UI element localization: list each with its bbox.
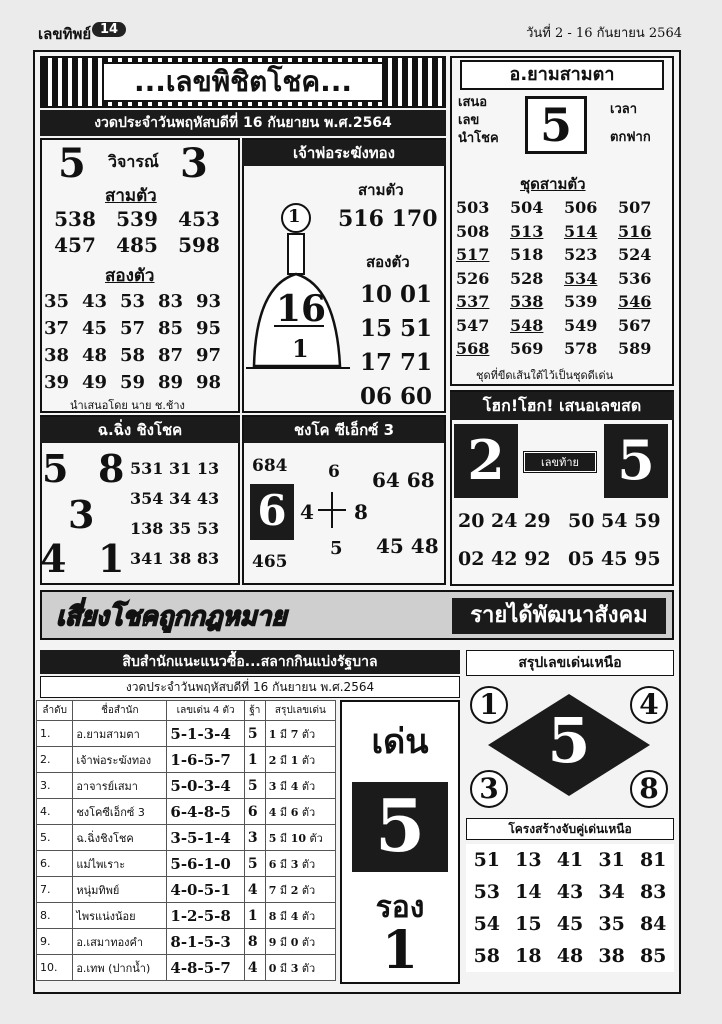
bell-two-label: สองตัว	[366, 253, 410, 271]
ching-num: 31	[168, 459, 192, 478]
cell-four: 5-1-3-4	[167, 721, 245, 747]
cell-count: 3	[290, 961, 299, 975]
three-num: 539	[116, 207, 158, 231]
summary-circle: 1	[470, 686, 508, 724]
yam-num: 503	[456, 198, 490, 217]
ching-num: 34	[168, 489, 192, 508]
two-num: 93	[196, 291, 222, 312]
bell-three-numbers: 516 170	[338, 206, 438, 232]
wijarn-left-digit: 5	[58, 140, 86, 187]
cell-rank: 6.	[37, 851, 73, 877]
pair-num: 41	[556, 849, 584, 871]
issue-date: วันที่ 2 - 16 กันยายน 2564	[526, 26, 682, 41]
wijarn-right-digit: 3	[180, 140, 208, 187]
cell-tua: ตัว	[301, 753, 316, 767]
banner-left-text: เสี่ยงโชคถูกกฎหมาย	[56, 602, 287, 632]
summary-circle: 4	[630, 686, 668, 724]
yam-right-line: ตกฟาก	[610, 130, 651, 145]
two-title: สองตัว	[105, 266, 155, 286]
cell-mi: มี	[279, 727, 288, 741]
yam-left-line: เสนอ	[458, 95, 488, 110]
main-title: ...เลขพิชิตโชค...	[102, 62, 384, 102]
yam-left-text	[458, 94, 499, 148]
cell-count: 3	[290, 857, 299, 871]
yam-num: 549	[564, 315, 598, 335]
yam-num: 507	[618, 198, 652, 217]
hot-row2-left: 02 42 92	[458, 548, 551, 570]
table-row	[37, 825, 336, 851]
yam-num-highlight: 534	[564, 268, 598, 288]
chong-cross-left: 4	[300, 500, 314, 524]
cell-lead: 1	[244, 747, 265, 773]
yam-left-line: นำโชค	[458, 131, 499, 146]
banner-right-text: รายได้พัฒนาสังคม	[452, 598, 666, 634]
hot-row1-left: 20 24 29	[458, 510, 551, 532]
yam-num-highlight: 516	[618, 221, 652, 241]
two-num: 57	[120, 318, 146, 339]
cell-rank: 10.	[37, 955, 73, 981]
pair-num: 85	[639, 945, 667, 967]
yam-num-highlight: 546	[618, 292, 652, 311]
cell-mi: มี	[279, 961, 288, 975]
cell-digit: 6	[268, 857, 277, 871]
yam-num: 526	[456, 268, 490, 288]
chong-bottom-mid: 5	[330, 538, 343, 559]
pair-num: 58	[473, 945, 501, 967]
cell-lead: 5	[244, 851, 265, 877]
two-num: 97	[196, 345, 222, 366]
two-num: 85	[158, 318, 184, 339]
cell-four: 6-4-8-5	[167, 799, 245, 825]
bell-two-row: 06 60	[360, 383, 433, 410]
cell-mi: มี	[279, 779, 288, 793]
table-title: สิบสำนักแนะแนวซื้อ...สลากกินแบ่งรัฐบาล	[40, 650, 460, 674]
three-num: 453	[178, 207, 220, 231]
yam-num: 589	[618, 339, 652, 358]
cell-name: ชงโคซีเอ็กซ์ 3	[73, 799, 167, 825]
cell-count: 4	[290, 909, 299, 923]
col-header: ฐ้า	[244, 701, 265, 721]
cell-four: 4-0-5-1	[167, 877, 245, 903]
cell-mi: มี	[279, 831, 288, 845]
ching-num: 13	[196, 459, 220, 478]
two-num: 45	[82, 318, 108, 339]
ching-digit: 3	[68, 492, 95, 537]
cell-name: หนุ่มทิพย์	[73, 877, 167, 903]
three-num: 485	[116, 233, 158, 257]
yam-set-grid	[456, 196, 672, 361]
ching-num: 531	[130, 459, 164, 478]
col-header: ลำดับ	[37, 701, 73, 721]
table-row	[37, 877, 336, 903]
two-num: 38	[44, 345, 70, 366]
bell-title: เจ้าพ่อระฆังทอง	[242, 140, 446, 166]
cell-mi: มี	[279, 805, 288, 819]
summary-circle: 8	[630, 770, 668, 808]
pair-num: 48	[556, 945, 584, 967]
yam-left-line: เลข	[458, 113, 480, 128]
cell-mi: มี	[279, 857, 288, 871]
cell-lead: 5	[244, 721, 265, 747]
bell-two-row: 15 51	[360, 315, 433, 342]
pair-num: 83	[639, 881, 667, 903]
cell-four: 8-1-5-3	[167, 929, 245, 955]
yam-num: 504	[510, 198, 544, 217]
cell-lead: 4	[244, 955, 265, 981]
cell-rank: 9.	[37, 929, 73, 955]
yam-num-highlight: 568	[456, 339, 490, 358]
cell-tua: ตัว	[301, 857, 316, 871]
ching-title: ฉ.ฉิ่ง ชิงโชค	[40, 417, 240, 443]
bell-big-number: 16	[276, 288, 327, 330]
ching-digit: 1	[98, 536, 125, 581]
chong-title: ชงโค ซีเอ็กซ์ 3	[244, 417, 444, 443]
yam-num-highlight: 514	[564, 221, 598, 241]
cell-tua: ตัว	[301, 779, 316, 793]
pair-num: 51	[473, 849, 501, 871]
chong-bottom-right: 45 48	[376, 534, 439, 558]
bell-three-label: สามตัว	[358, 181, 404, 199]
hot-row2-right: 05 45 95	[568, 548, 661, 570]
col-header: เลขเด่น 4 ตัว	[167, 701, 245, 721]
bell-two-row: 17 71	[360, 349, 433, 376]
summary-pair-grid	[466, 844, 674, 972]
cell-name: อ.เทพ (ปากน้ำ)	[73, 955, 167, 981]
two-num: 53	[120, 291, 146, 312]
cell-mi: มี	[279, 935, 288, 949]
yam-num: 528	[510, 268, 544, 288]
cell-digit: 0	[268, 961, 277, 975]
table-row	[37, 799, 336, 825]
cell-tua: ตัว	[301, 883, 316, 897]
cell-digit: 3	[268, 779, 277, 793]
yam-num-highlight: 517	[456, 245, 490, 264]
cell-name: ฉ.ฉิ่งชิงโชค	[73, 825, 167, 851]
two-num: 95	[196, 318, 222, 339]
yam-num: 547	[456, 315, 490, 335]
yam-num: 518	[510, 245, 544, 264]
bell-small-number: 1	[292, 334, 309, 363]
two-num: 37	[44, 318, 70, 339]
three-num: 538	[54, 207, 96, 231]
cell-four: 3-5-1-4	[167, 825, 245, 851]
cell-digit: 5	[268, 831, 277, 845]
table-row	[37, 851, 336, 877]
chong-cross-right: 8	[354, 500, 368, 524]
presenter-credit: นำเสนอโดย นาย ช.ช้าง	[70, 399, 185, 412]
cell-name: เจ้าพ่อระฆังทอง	[73, 747, 167, 773]
cell-mi: มี	[279, 753, 288, 767]
cell-four: 1-2-5-8	[167, 903, 245, 929]
cell-count: 0	[290, 935, 299, 949]
cell-count: 6	[290, 805, 299, 819]
ching-num: 38	[168, 549, 192, 568]
cell-digit: 2	[268, 753, 277, 767]
cell-rank: 7.	[37, 877, 73, 903]
two-num: 58	[120, 345, 146, 366]
summary-center-digit: 5	[547, 704, 591, 777]
summary-title-box	[466, 650, 674, 676]
pair-num: 43	[556, 881, 584, 903]
two-num: 89	[158, 372, 184, 393]
wijarn-label: วิจารณ์	[108, 152, 159, 171]
table-row	[37, 929, 336, 955]
summary-grid-title-box	[466, 818, 674, 840]
cell-rank: 8.	[37, 903, 73, 929]
pair-num: 18	[515, 945, 542, 967]
yam-title: อ.ยามสามตา	[460, 60, 664, 90]
col-header: สรุปเลขเด่น	[265, 701, 335, 721]
cell-digit: 9	[268, 935, 277, 949]
table-draw-date: งวดประจำวันพฤหัสบดีที่ 16 กันยายน พ.ศ.2564	[40, 676, 460, 698]
pair-num: 13	[515, 849, 542, 871]
cell-four: 5-0-3-4	[167, 773, 245, 799]
cell-count: 7	[290, 727, 299, 741]
two-number-grid	[44, 288, 239, 396]
cell-lead: 6	[244, 799, 265, 825]
yam-num: 569	[510, 339, 544, 358]
ching-num: 53	[196, 519, 220, 538]
ching-digit: 8	[98, 446, 125, 491]
yam-num: 506	[564, 198, 598, 217]
pair-num: 84	[639, 913, 667, 935]
cell-digit: 7	[268, 883, 277, 897]
recommendation-table	[36, 700, 336, 981]
chong-top-mid: 6	[328, 462, 340, 482]
pair-num: 14	[515, 881, 542, 903]
hot-title: โฮก!โฮก! เสนอเลขสด	[450, 392, 674, 420]
two-num: 87	[158, 345, 184, 366]
cell-rank: 3.	[37, 773, 73, 799]
cell-tua: ตัว	[301, 805, 316, 819]
cell-four: 4-8-5-7	[167, 955, 245, 981]
ching-num: 43	[196, 489, 220, 508]
draw-date-bar: งวดประจำวันพฤหัสบดีที่ 16 กันยายน พ.ศ.2564	[40, 110, 446, 136]
pair-num: 54	[473, 913, 501, 935]
cell-lead: 1	[244, 903, 265, 929]
cell-name: ไพรแน่งน้อย	[73, 903, 167, 929]
cell-lead: 8	[244, 929, 265, 955]
cell-rank: 4.	[37, 799, 73, 825]
summary-title: สรุปเลขเด่นเหนือ	[518, 655, 622, 671]
pair-num: 15	[515, 913, 542, 935]
pair-num: 81	[639, 849, 667, 871]
cell-count: 4	[290, 779, 299, 793]
two-num: 83	[158, 291, 184, 312]
cell-tua: ตัว	[301, 961, 316, 975]
ching-num: 354	[130, 489, 164, 508]
two-num: 35	[44, 291, 70, 312]
three-title: สามตัว	[105, 186, 157, 206]
cell-name: แม่ไพเราะ	[73, 851, 167, 877]
yam-num: 539	[564, 292, 598, 311]
cell-digit: 1	[268, 727, 277, 741]
yam-num: 567	[618, 315, 652, 335]
cell-rank: 2.	[37, 747, 73, 773]
pair-num: 38	[598, 945, 625, 967]
hot-row1-right: 50 54 59	[568, 510, 661, 532]
three-num: 598	[178, 233, 220, 257]
pair-num: 35	[598, 913, 625, 935]
cell-name: อาจารย์เสมา	[73, 773, 167, 799]
brand-logo: เลขทิพย์	[38, 25, 92, 43]
cell-count: 1	[290, 753, 299, 767]
cell-mi: มี	[279, 909, 288, 923]
yam-right-line: เวลา	[610, 102, 638, 117]
bell-two-row: 10 01	[360, 281, 433, 308]
yam-right-text	[610, 96, 651, 152]
yam-note: ชุดที่ขีดเส้นใต้ไว้เป็นชุดดีเด่น	[476, 369, 614, 382]
cell-name: อ.ยามสามตา	[73, 721, 167, 747]
yam-num-highlight: 513	[510, 221, 544, 241]
cell-lead: 4	[244, 877, 265, 903]
chong-top-left: 684	[252, 456, 288, 476]
yam-num: 508	[456, 221, 490, 241]
two-num: 48	[82, 345, 108, 366]
two-num: 49	[82, 372, 108, 393]
chong-top-right: 64 68	[372, 468, 435, 492]
three-number-grid	[44, 206, 230, 258]
cell-count: 10	[290, 831, 306, 845]
cell-tua: ตัว	[301, 909, 316, 923]
yam-num: 524	[618, 245, 652, 264]
bell-top-digit: 1	[288, 206, 301, 227]
cell-digit: 4	[268, 805, 277, 819]
pair-num: 34	[598, 881, 625, 903]
two-num: 43	[82, 291, 108, 312]
two-num: 59	[120, 372, 146, 393]
table-row	[37, 773, 336, 799]
cell-count: 2	[290, 883, 299, 897]
ching-digit: 5	[42, 446, 69, 491]
rong-label: รอง	[375, 890, 425, 925]
den-label: เด่น	[371, 722, 429, 762]
ching-num: 83	[196, 549, 220, 568]
main-title-banner	[40, 56, 446, 108]
ching-num: 341	[130, 549, 164, 568]
yam-num: 578	[564, 339, 598, 358]
table-row	[37, 721, 336, 747]
summary-grid-title: โครงสร้างจับคู่เด่นเหนือ	[508, 822, 632, 836]
yam-set-title: ชุดสามตัว	[520, 175, 586, 193]
chong-bottom-left: 465	[252, 552, 288, 572]
summary-circle: 3	[470, 770, 508, 808]
yam-num: 536	[618, 268, 652, 288]
page-number: 14	[92, 22, 126, 37]
yam-num: 523	[564, 245, 598, 264]
hot-left-digit: 2	[454, 424, 518, 498]
cell-digit: 8	[268, 909, 277, 923]
pair-num: 45	[556, 913, 584, 935]
hot-right-digit: 5	[604, 424, 668, 498]
cell-mi: มี	[279, 883, 288, 897]
three-num: 457	[54, 233, 96, 257]
cell-lead: 5	[244, 773, 265, 799]
pair-num: 31	[598, 849, 625, 871]
chong-cross	[318, 492, 346, 528]
cell-name: อ.เสมาทองคำ	[73, 929, 167, 955]
hot-tail-label: เลขท้าย	[524, 452, 596, 472]
pair-num: 53	[473, 881, 501, 903]
cell-four: 5-6-1-0	[167, 851, 245, 877]
yam-num-highlight: 538	[510, 292, 544, 311]
bell-two-list	[360, 278, 432, 414]
cell-tua: ตัว	[301, 935, 316, 949]
yam-num-highlight: 548	[510, 315, 544, 335]
col-header: ชื่อสำนัก	[73, 701, 167, 721]
cell-tua: ตัว	[309, 831, 323, 845]
two-num: 98	[196, 372, 222, 393]
cell-rank: 1.	[37, 721, 73, 747]
yam-num-highlight: 537	[456, 292, 490, 311]
cell-tua: ตัว	[301, 727, 316, 741]
rong-digit: 1	[381, 920, 419, 981]
cell-rank: 5.	[37, 825, 73, 851]
yam-digit: 5	[525, 96, 587, 154]
cell-four: 1-6-5-7	[167, 747, 245, 773]
two-num: 39	[44, 372, 70, 393]
den-digit: 5	[352, 782, 448, 872]
ching-num: 35	[168, 519, 192, 538]
ching-digit: 4	[40, 536, 67, 581]
cell-lead: 3	[244, 825, 265, 851]
table-row	[37, 955, 336, 981]
ching-number-list	[130, 454, 219, 574]
chong-main-digit: 6	[250, 484, 294, 540]
table-row	[37, 903, 336, 929]
ching-num: 138	[130, 519, 164, 538]
table-row	[37, 747, 336, 773]
